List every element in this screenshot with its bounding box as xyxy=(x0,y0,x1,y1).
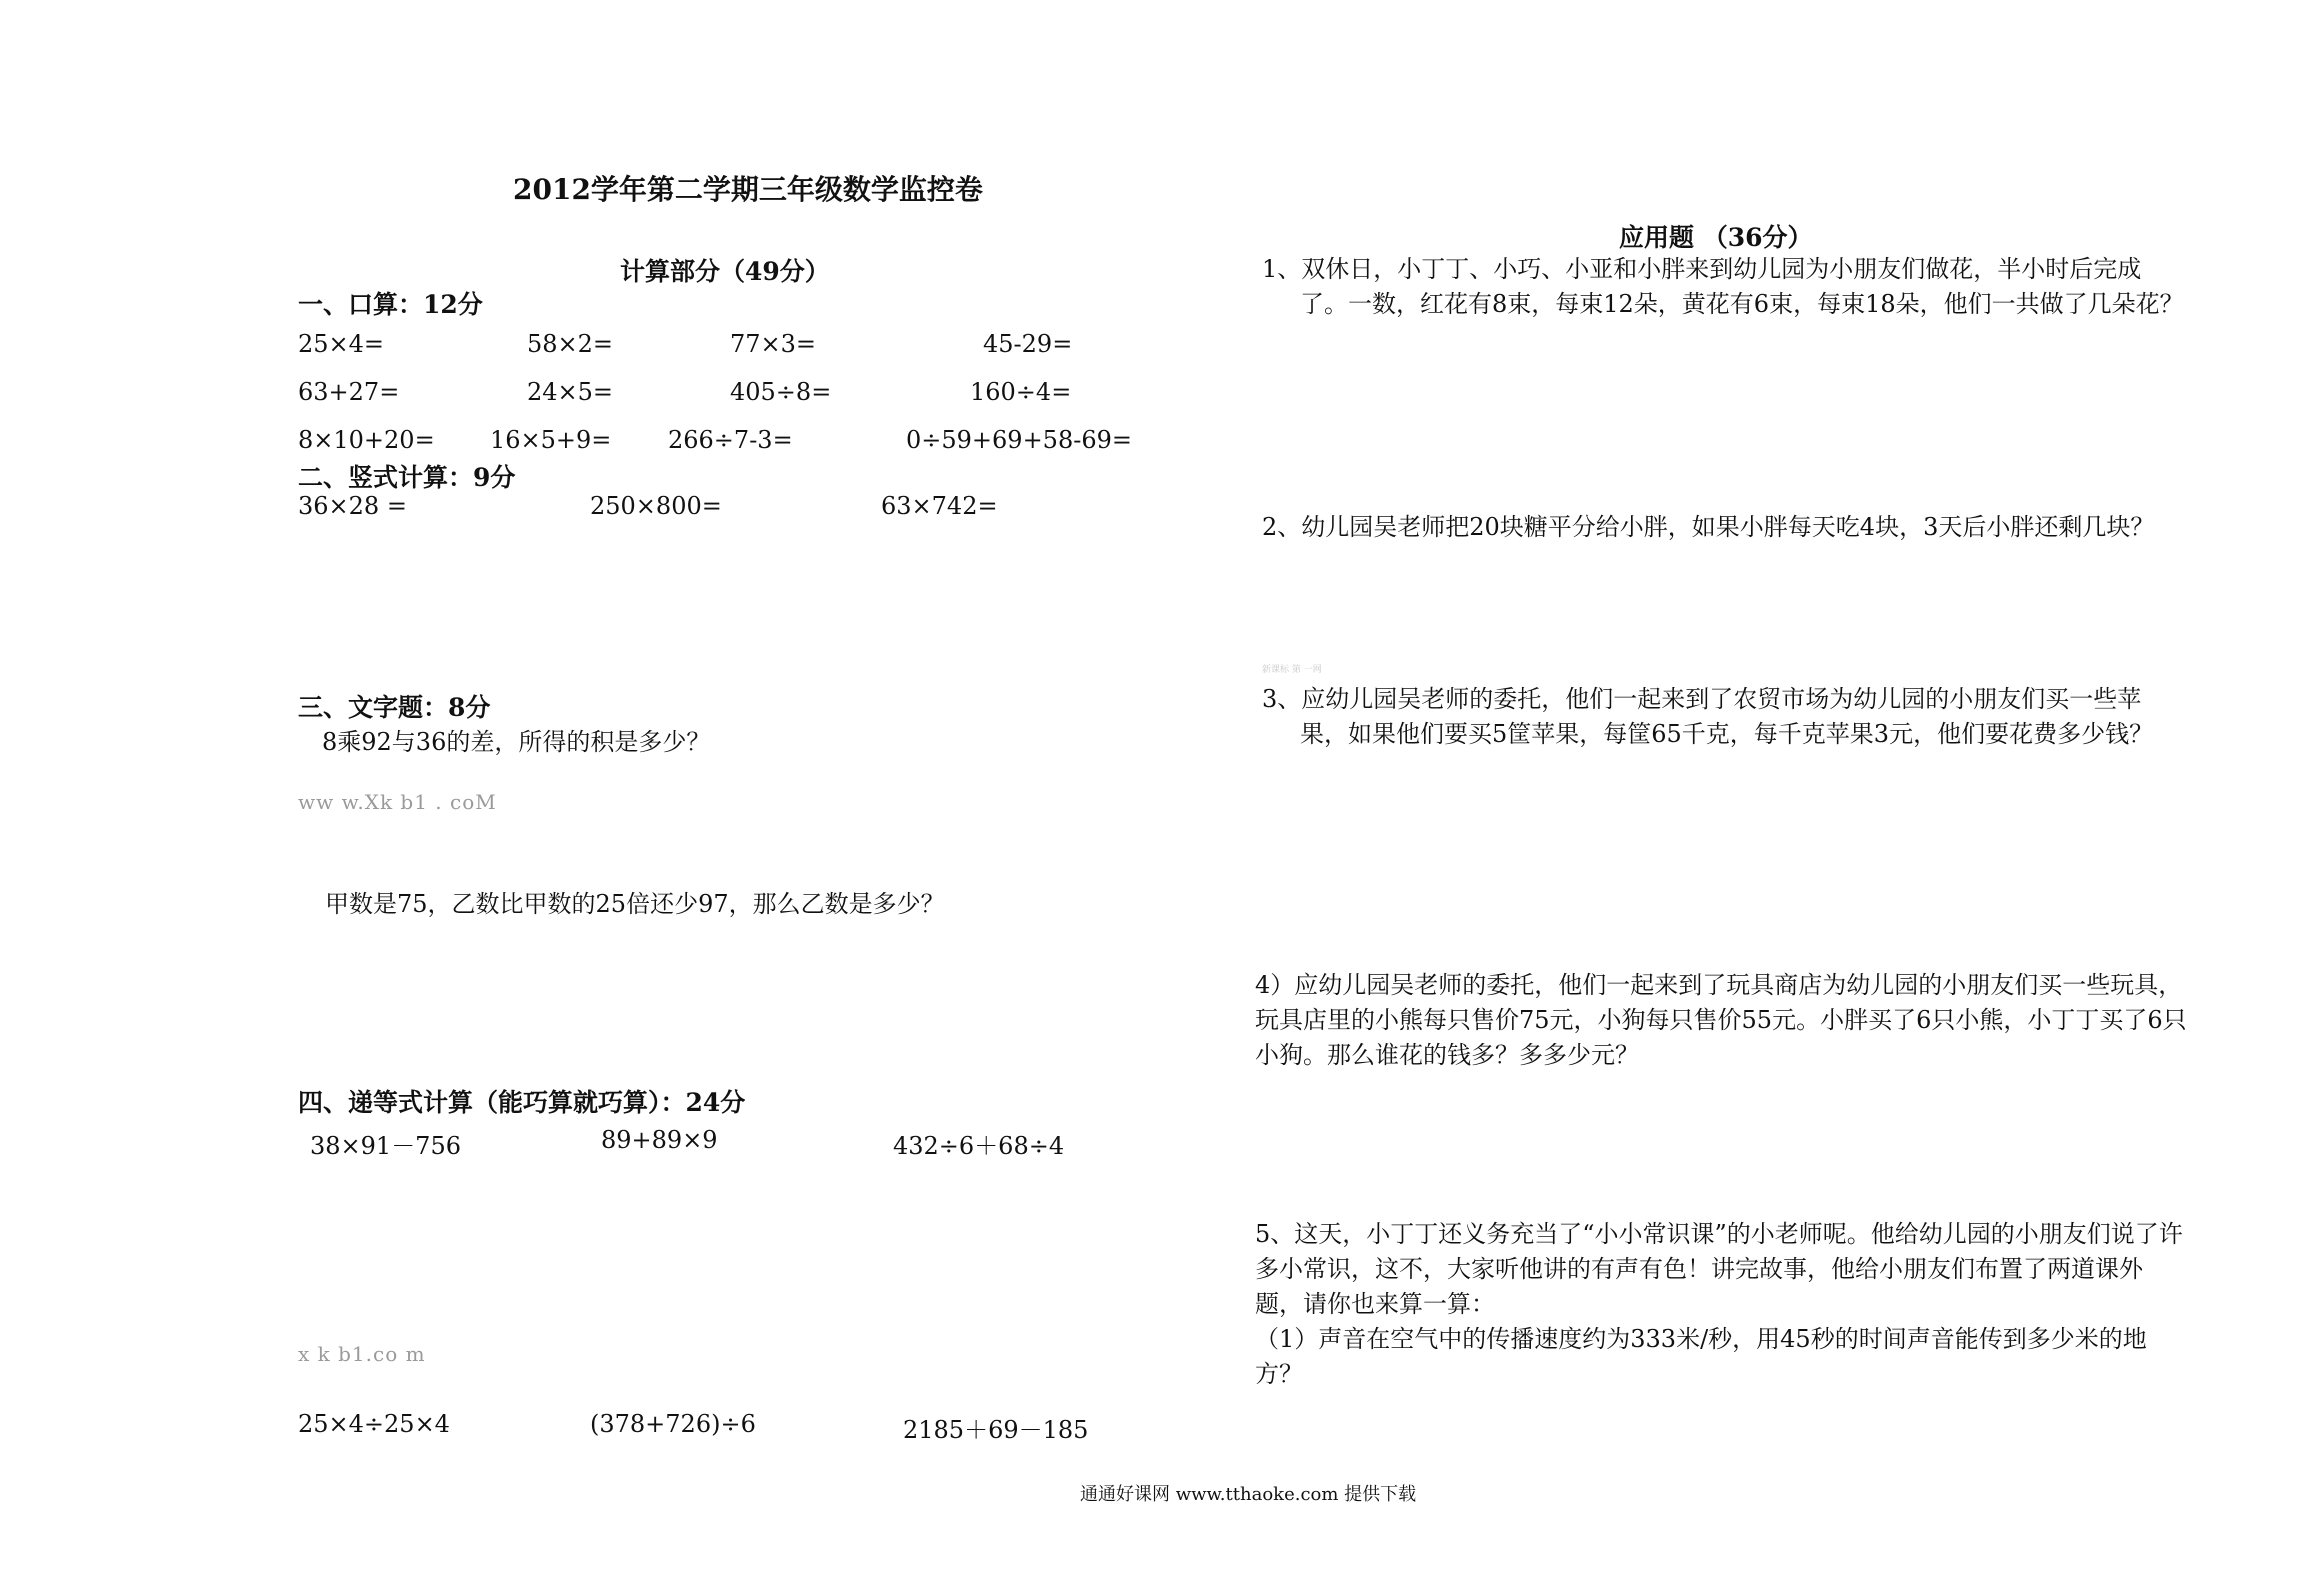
oral-item: 160÷4= xyxy=(970,378,1072,406)
vertical-item: 250×800= xyxy=(590,492,722,520)
footer-text: 通通好课网 www.tthaoke.com 提供下载 xyxy=(1080,1484,1417,1505)
vertical-item: 36×28 = xyxy=(298,492,407,520)
calc-section-title: 计算部分（49分） xyxy=(620,257,830,286)
stepwise-item: (378+726)÷6 xyxy=(590,1410,756,1438)
oral-item: 77×3= xyxy=(730,330,817,358)
question-1-line-1: 1、双休日，小丁丁、小巧、小亚和小胖来到幼儿园为小朋友们做花，半小时后完成 xyxy=(1262,255,2142,283)
word-heading: 三、文字题：8分 xyxy=(298,693,491,722)
oral-item: 16×5+9= xyxy=(490,426,612,454)
stepwise-item: 38×91－756 xyxy=(310,1132,461,1160)
stepwise-item: 2185＋69－185 xyxy=(903,1416,1089,1444)
stepwise-heading: 四、递等式计算（能巧算就巧算）：24分 xyxy=(298,1088,746,1117)
oral-item: 8×10+20= xyxy=(298,426,435,454)
stepwise-item: 432÷6＋68÷4 xyxy=(893,1132,1065,1160)
small-note: 新课标 第 一网 xyxy=(1262,665,1322,675)
watermark-text: x k b1.co m xyxy=(298,1342,426,1366)
vertical-item: 63×742= xyxy=(881,492,998,520)
oral-item: 266÷7-3= xyxy=(668,426,793,454)
oral-item: 25×4= xyxy=(298,330,385,358)
oral-item: 58×2= xyxy=(527,330,614,358)
word-question-2: 甲数是75，乙数比甲数的25倍还少97，那么乙数是多少？ xyxy=(325,890,945,918)
question-3 xyxy=(1262,682,2192,752)
vertical-heading: 二、竖式计算：9分 xyxy=(298,463,516,492)
exam-title: 2012学年第二学期三年级数学监控卷 xyxy=(513,173,983,206)
oral-item: 63+27= xyxy=(298,378,400,406)
oral-item: 0÷59+69+58-69= xyxy=(906,426,1132,454)
word-question-1: 8乘92与36的差，所得的积是多少？ xyxy=(322,728,711,756)
question-1 xyxy=(1262,252,2192,322)
question-5: 5、这天，小丁丁还义务充当了“小小常识课”的小老师呢。他给幼儿园的小朋友们说了许多小常识，这不，大家听他讲的有声有色！讲完故事，他给小朋友们布置了两道课外题，请你也来算一算： xyxy=(1255,1220,2183,1318)
stepwise-item: 89+89×9 xyxy=(601,1126,718,1154)
stepwise-item: 25×4÷25×4 xyxy=(298,1410,450,1438)
question-5-part-1: （1）声音在空气中的传播速度约为333米/秒，用45秒的时间声音能传到多少米的地方？ xyxy=(1255,1325,2147,1388)
question-2: 2、幼儿园吴老师把20块糖平分给小胖，如果小胖每天吃4块，3天后小胖还剩几块？ xyxy=(1262,513,2155,541)
question-3-rest: 果，如果他们要买5筐苹果，每筐65千克，每千克苹果3元，他们要花费多少钱？ xyxy=(1300,720,2154,748)
oral-item: 45-29= xyxy=(983,330,1073,358)
question-1-rest: 了。一数，红花有8束，每束12朵，黄花有6束，每束18朵，他们一共做了几朵花？ xyxy=(1300,290,2184,318)
application-section-title: 应用题 （36分） xyxy=(1619,223,1813,252)
question-4: 4）应幼儿园吴老师的委托，他们一起来到了玩具商店为幼儿园的小朋友们买一些玩具，玩具店里的小熊每只售价75元，小狗每只售价55元。小胖买了6只小熊，小丁丁买了6只小狗。那么谁花的钱多？多多少元？ xyxy=(1255,971,2187,1069)
oral-item: 405÷8= xyxy=(730,378,832,406)
watermark-text: ww w.Xk b1 . coM xyxy=(298,790,497,814)
question-3-line-1: 3、应幼儿园吴老师的委托，他们一起来到了农贸市场为幼儿园的小朋友们买一些苹 xyxy=(1262,685,2142,713)
oral-item: 24×5= xyxy=(527,378,614,406)
oral-heading: 一、口算：12分 xyxy=(298,290,483,319)
